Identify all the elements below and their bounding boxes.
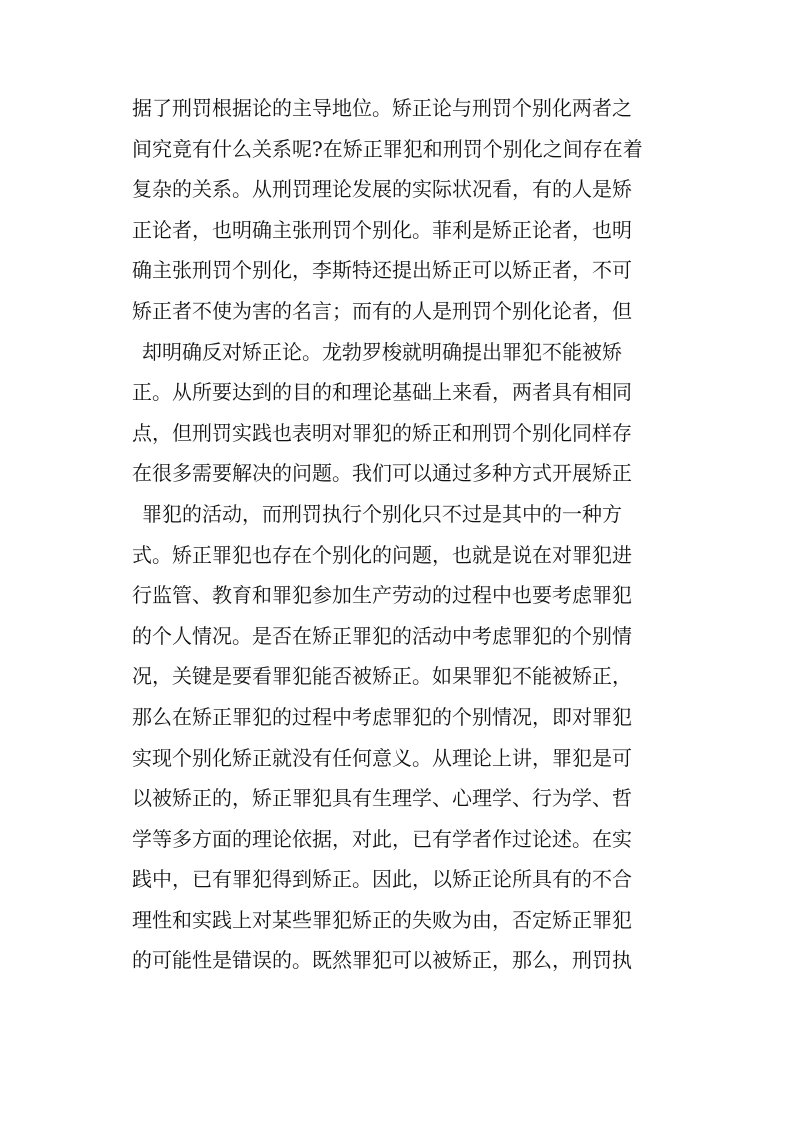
text-line: 的个人情况。是否在矫正罪犯的活动中考虑罪犯的个别情 (132, 623, 632, 648)
text-line: 复杂的关系。从刑罚理论发展的实际状况看，有的人是矫 (132, 177, 632, 202)
text-line: 却明确反对矫正论。龙勃罗梭就明确提出罪犯不能被矫 (142, 339, 622, 364)
text-line: 点，但刑罚实践也表明对罪犯的矫正和刑罚个别化同样存 (132, 420, 632, 445)
text-line: 实现个别化矫正就没有任何意义。从理论上讲，罪犯是可 (132, 745, 632, 770)
body-text (132, 88, 692, 981)
text-line: 况，关键是要看罪犯能否被矫正。如果罪犯不能被矫正， (132, 664, 632, 689)
text-line: 正论者，也明确主张刑罚个别化。菲利是矫正论者，也明 (132, 217, 632, 242)
text-line: 践中，已有罪犯得到矫正。因此，以矫正论所具有的不合 (132, 867, 632, 892)
text-line: 的可能性是错误的。既然罪犯可以被矫正，那么，刑罚执 (132, 948, 632, 973)
text-line: 以被矫正的，矫正罪犯具有生理学、心理学、行为学、哲 (132, 786, 632, 811)
text-line: 式。矫正罪犯也存在个别化的问题，也就是说在对罪犯进 (132, 542, 632, 567)
text-line: 据了刑罚根据论的主导地位。矫正论与刑罚个别化两者之 (132, 96, 632, 120)
text-line: 确主张刑罚个别化，李斯特还提出矫正可以矫正者，不可 (132, 258, 632, 283)
text-line: 在很多需要解决的问题。我们可以通过多种方式开展矫正 (132, 461, 632, 486)
text-line: 矫正者不使为害的名言；而有的人是刑罚个别化论者，但 (132, 298, 632, 323)
text-line: 行监管、教育和罪犯参加生产劳动的过程中也要考虑罪犯 (132, 583, 632, 608)
text-line: 正。从所要达到的目的和理论基础上来看，两者具有相同 (132, 380, 632, 405)
text-line: 那么在矫正罪犯的过程中考虑罪犯的个别情况，即对罪犯 (132, 704, 632, 729)
text-line: 罪犯的活动，而刑罚执行个别化只不过是其中的一种方 (142, 501, 622, 526)
text-line: 间究竟有什么关系呢?在矫正罪犯和刑罚个别化之间存在着 (132, 136, 643, 161)
text-line: 理性和实践上对某些罪犯矫正的失败为由，否定矫正罪犯 (132, 907, 632, 932)
text-line: 学等多方面的理论依据，对此，已有学者作过论述。在实 (132, 826, 632, 851)
